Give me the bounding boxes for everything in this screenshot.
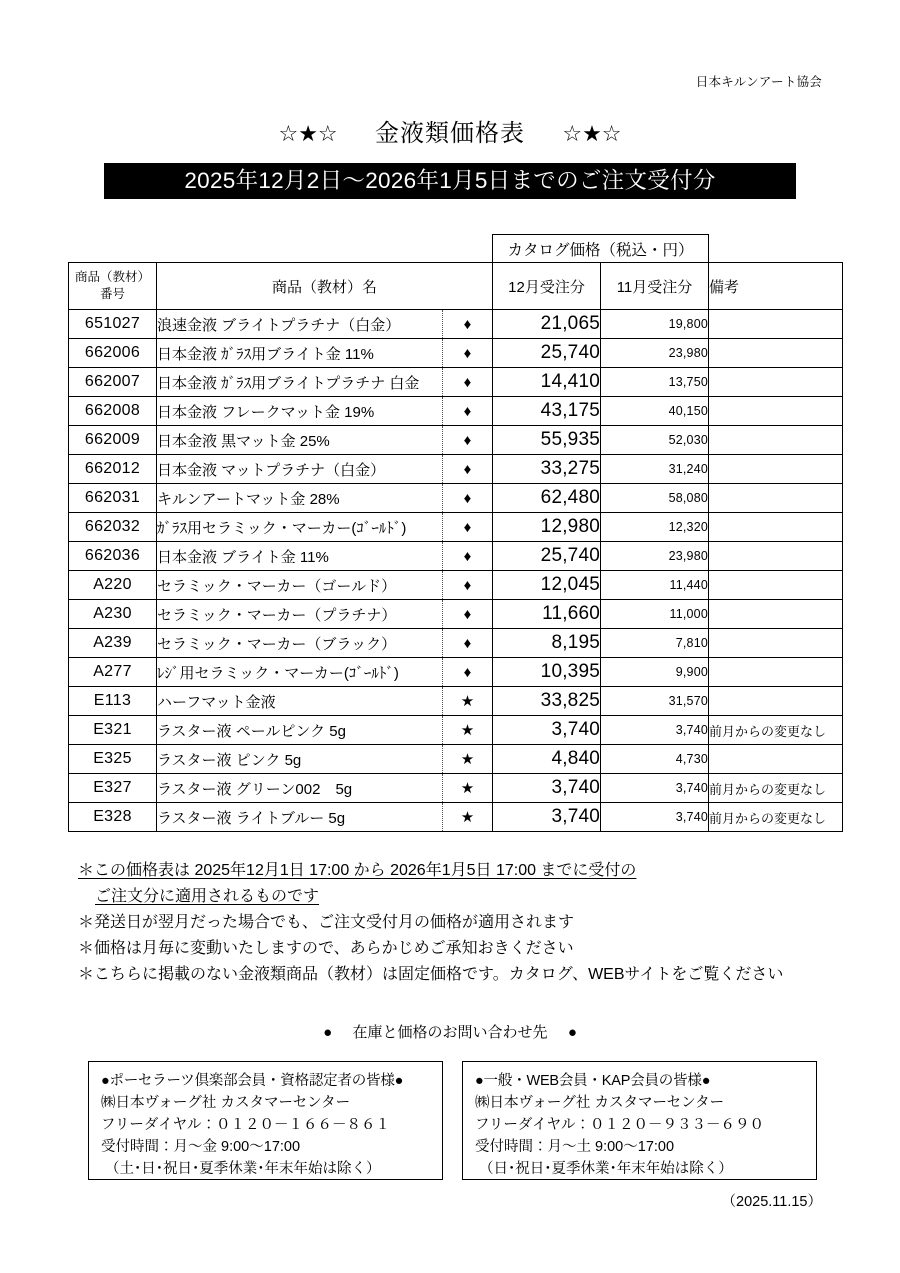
cell-price-previous: 58,080 [601,484,709,513]
cell-symbol: ♦ [443,368,493,397]
table-row [69,310,843,339]
cell-note: 前月からの変更なし [709,803,843,832]
left-box-company: ㈱日本ヴォーグ社 カスタマーセンター [101,1095,351,1112]
cell-symbol: ★ [443,716,493,745]
cell-product-id: A277 [69,658,157,687]
header-product-name: 商品（教材）名 [157,263,493,310]
cell-note [709,426,843,455]
cell-product-id: E327 [69,774,157,803]
cell-price-previous: 13,750 [601,368,709,397]
title-text: 金液類価格表 [375,120,525,147]
table-row [69,426,843,455]
header-product-id [69,263,157,310]
cell-symbol: ♦ [443,426,493,455]
cell-price-previous: 19,800 [601,310,709,339]
cell-symbol: ♦ [443,397,493,426]
cell-product-id: 651027 [69,310,157,339]
price-table-body [69,310,843,832]
cell-price-current: 25,740 [493,542,601,571]
note-line-1b [78,884,868,910]
cell-product-id: E325 [69,745,157,774]
note-line-1a [78,858,868,884]
cell-symbol: ★ [443,774,493,803]
cell-price-previous: 11,000 [601,600,709,629]
cell-price-current: 14,410 [493,368,601,397]
price-table-head [69,235,843,310]
revision-date: （2025.11.15） [721,1194,822,1210]
cell-product-id: E113 [69,687,157,716]
cell-product-name: 日本金液 フレークマット金 19% [157,397,443,426]
cell-symbol: ♦ [443,658,493,687]
cell-note: 前月からの変更なし [709,774,843,803]
cell-note: 前月からの変更なし [709,716,843,745]
price-table [68,234,843,832]
cell-price-previous: 9,900 [601,658,709,687]
right-box-company: ㈱日本ヴォーグ社 カスタマーセンター [475,1095,725,1112]
price-table-container [68,234,843,832]
cell-product-id: 662007 [69,368,157,397]
group-header-spacer-id [69,235,157,263]
page-title [0,113,900,148]
cell-price-current: 3,740 [493,716,601,745]
left-box-audience: ●ポーセラーツ倶楽部会員・資格認定者の皆様● [101,1073,404,1089]
header-note: 備考 [709,263,843,310]
table-row [69,484,843,513]
group-header-row [69,235,843,263]
left-box-hours: 受付時間：月～金 9:00～17:00 [101,1139,301,1156]
cell-note [709,368,843,397]
cell-note [709,658,843,687]
table-row [69,687,843,716]
title-stars-right: ☆★☆ [562,121,622,146]
cell-note [709,745,843,774]
cell-price-current: 33,275 [493,455,601,484]
header-product-id-line2: 番号 [99,287,125,301]
cell-product-name: ラスター液 ピンク 5g [157,745,443,774]
table-row [69,803,843,832]
cell-product-name: 浪速金液 ブライトプラチナ（白金） [157,310,443,339]
notes-section [78,858,868,988]
cell-product-id: 662009 [69,426,157,455]
cell-price-current: 33,825 [493,687,601,716]
cell-price-previous: 3,740 [601,803,709,832]
right-box-hours: 受付時間：月～土 9:00～17:00 [475,1139,675,1156]
note-1b-text: ご注文分に適用されるものです [95,887,320,905]
contact-heading [0,1021,900,1042]
note-line-3: ＊価格は月毎に変動いたしますので、あらかじめご承知おきください [78,939,574,957]
cell-price-previous: 52,030 [601,426,709,455]
cell-price-current: 8,195 [493,629,601,658]
table-row [69,716,843,745]
cell-symbol: ♦ [443,513,493,542]
cell-price-current: 12,045 [493,571,601,600]
cell-note [709,339,843,368]
cell-product-id: A239 [69,629,157,658]
table-row [69,571,843,600]
cell-product-name: 日本金液 ｶﾞﾗｽ用ブライト金 11% [157,339,443,368]
cell-product-id: E321 [69,716,157,745]
column-header-row [69,263,843,310]
cell-symbol: ♦ [443,600,493,629]
cell-price-previous: 4,730 [601,745,709,774]
cell-price-current: 3,740 [493,803,601,832]
right-box-freedial[interactable]: フリーダイヤル：０１２０－９３３－６９０ [475,1117,764,1134]
cell-product-id: 662006 [69,339,157,368]
cell-price-previous: 3,740 [601,716,709,745]
cell-price-previous: 3,740 [601,774,709,803]
cell-symbol: ♦ [443,542,493,571]
group-header-spacer-note [709,235,843,263]
cell-product-name: 日本金液 黒マット金 25% [157,426,443,455]
cell-symbol: ★ [443,687,493,716]
cell-symbol: ★ [443,745,493,774]
cell-price-previous: 31,570 [601,687,709,716]
cell-price-previous: 23,980 [601,339,709,368]
cell-product-name: セラミック・マーカー（ゴールド） [157,571,443,600]
cell-product-name: ラスター液 ペールピンク 5g [157,716,443,745]
cell-price-current: 3,740 [493,774,601,803]
cell-note [709,310,843,339]
cell-note [709,484,843,513]
cell-price-previous: 40,150 [601,397,709,426]
cell-price-current: 62,480 [493,484,601,513]
cell-price-current: 11,660 [493,600,601,629]
cell-note [709,687,843,716]
title-stars-left: ☆★☆ [278,121,338,146]
table-row [69,745,843,774]
header-price-previous: 11月受注分 [601,263,709,310]
table-row [69,542,843,571]
cell-note [709,455,843,484]
cell-symbol: ♦ [443,484,493,513]
cell-product-name: キルンアートマット金 28% [157,484,443,513]
cell-symbol: ♦ [443,571,493,600]
table-row [69,600,843,629]
cell-product-name: ｶﾞﾗｽ用セラミック・マーカー(ｺﾞｰﾙﾄﾞ) [157,513,443,542]
group-header-spacer-symbol [443,235,493,263]
organization-name: 日本キルンアート協会 [695,75,822,89]
cell-product-id: 662036 [69,542,157,571]
left-box-closed-days: （土･日･祝日･夏季休業･年末年始は除く） [105,1161,381,1178]
right-box-audience: ●一般・WEB会員・KAP会員の皆様● [475,1073,711,1089]
cell-product-name: セラミック・マーカー（プラチナ） [157,600,443,629]
table-row [69,658,843,687]
cell-note [709,542,843,571]
table-row [69,513,843,542]
cell-product-name: 日本金液 ブライト金 11% [157,542,443,571]
cell-price-previous: 12,320 [601,513,709,542]
cell-product-name: ﾚｼﾞ用セラミック・マーカー(ｺﾞｰﾙﾄﾞ) [157,658,443,687]
cell-note [709,513,843,542]
cell-product-name: ラスター液 グリーン002 5g [157,774,443,803]
contact-box-members [88,1061,443,1180]
contact-heading-text: 在庫と価格のお問い合わせ先 [352,1024,548,1041]
cell-product-id: 662008 [69,397,157,426]
cell-price-previous: 23,980 [601,542,709,571]
cell-symbol: ★ [443,803,493,832]
cell-product-id: 662012 [69,455,157,484]
header-price-current: 12月受注分 [493,263,601,310]
table-row [69,397,843,426]
cell-product-id: A220 [69,571,157,600]
table-row [69,455,843,484]
group-header-spacer-name [157,235,443,263]
note-line-2: ＊発送日が翌月だった場合でも、ご注文受付月の価格が適用されます [78,913,575,931]
cell-product-id: A230 [69,600,157,629]
contact-box-general [462,1061,817,1180]
cell-price-current: 55,935 [493,426,601,455]
cell-product-name: セラミック・マーカー（ブラック） [157,629,443,658]
cell-product-id: 662031 [69,484,157,513]
cell-price-previous: 7,810 [601,629,709,658]
cell-note [709,629,843,658]
cell-note [709,571,843,600]
contact-heading-bullet-right: ● [567,1024,577,1041]
catalog-price-group-header: カタログ価格（税込・円） [493,235,709,263]
cell-price-previous: 31,240 [601,455,709,484]
cell-product-name: ハーフマット金液 [157,687,443,716]
cell-symbol: ♦ [443,455,493,484]
table-row [69,774,843,803]
cell-product-name: 日本金液 マットプラチナ（白金） [157,455,443,484]
note-1a-text: ＊この価格表は 2025年12月1日 17:00 から 2026年1月5日 17:00 までに受付の [78,862,637,879]
cell-price-current: 43,175 [493,397,601,426]
order-period-banner: 2025年12月2日～2026年1月5日までのご注文受付分 [104,163,796,199]
note-line-4: ＊こちらに掲載のない金液類商品（教材）は固定価格です。カタログ、WEBサイトをご覧ください [78,965,784,983]
cell-price-current: 4,840 [493,745,601,774]
cell-product-id: E328 [69,803,157,832]
cell-product-name: 日本金液 ｶﾞﾗｽ用ブライトプラチナ 白金 [157,368,443,397]
left-box-freedial[interactable]: フリーダイヤル：０１２０－１６６－８６１ [101,1117,390,1134]
header-product-id-line1: 商品（教材） [74,270,150,285]
cell-price-previous: 11,440 [601,571,709,600]
cell-price-current: 10,395 [493,658,601,687]
cell-price-current: 12,980 [493,513,601,542]
table-row [69,368,843,397]
cell-product-id: 662032 [69,513,157,542]
cell-product-name: ラスター液 ライトブルー 5g [157,803,443,832]
right-box-closed-days: （日･祝日･夏季休業･年末年始は除く） [479,1161,733,1178]
cell-price-current: 25,740 [493,339,601,368]
table-row [69,629,843,658]
cell-symbol: ♦ [443,339,493,368]
cell-note [709,600,843,629]
cell-price-current: 21,065 [493,310,601,339]
cell-symbol: ♦ [443,629,493,658]
cell-symbol: ♦ [443,310,493,339]
contact-heading-bullet-left: ● [323,1024,333,1041]
cell-note [709,397,843,426]
table-row [69,339,843,368]
